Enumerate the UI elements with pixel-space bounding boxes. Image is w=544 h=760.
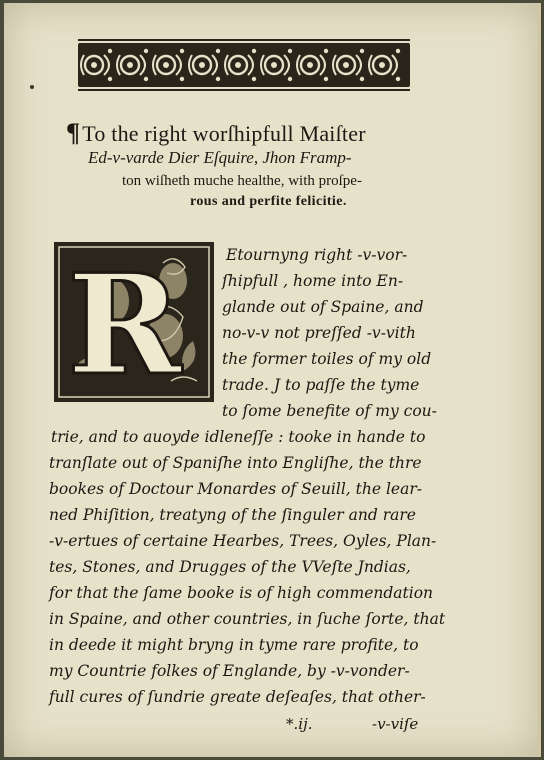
- initial-letter: R: [67, 243, 182, 403]
- body-line-13: tes, Stones, and Drugges of the VVeſte Jndias,: [49, 558, 411, 576]
- body-line-11: ned Phiſition, treatyng of the ſinguler and rare: [49, 506, 416, 524]
- body-line-12: -v-ertues of certaine Hearbes, Trees, Oyles, Plan-: [49, 532, 437, 550]
- paragraph-mark: ¶: [66, 118, 81, 147]
- body-line-8: trie, and to auoyde idleneſſe : tooke in hande to: [51, 428, 426, 446]
- body-line-2: ſhipfull , home into En-: [222, 272, 404, 290]
- title-line-4: rous and perfite felicitie.: [190, 194, 347, 209]
- body-line-9: tranſlate out of Spaniſhe into Engliſhe, the thre: [49, 454, 422, 472]
- body-line-14: for that the ſame booke is of high commendation: [49, 584, 434, 602]
- decorated-initial-R: [53, 241, 215, 403]
- catchword: -v-viſe: [372, 715, 419, 733]
- body-line-18: full cures of ſundrie greate deſeaſes, that other-: [49, 688, 426, 706]
- body-line-7: to ſome benefite of my cou-: [222, 402, 437, 420]
- book-page: [4, 3, 541, 757]
- signature-mark: *.ij.: [286, 715, 313, 733]
- body-line-10: bookes of Doctour Monardes of Seuill, the lear-: [49, 480, 422, 498]
- title-line-2: Ed-v-varde Dier Eſquire, Jhon Framp-: [88, 148, 352, 167]
- body-line-6: trade. J to paſſe the tyme: [222, 376, 420, 394]
- headpiece-ornament: [76, 37, 412, 93]
- body-line-4: no-v-v not preſſed -v-vith: [222, 324, 416, 342]
- body-line-16: in deede it might bryng in tyme rare profite, to: [49, 636, 419, 654]
- body-line-1: Etournyng right -v-vor-: [226, 246, 408, 264]
- page-title: [66, 118, 486, 148]
- margin-mark: [30, 85, 34, 89]
- body-line-3: glande out of Spaine, and: [222, 298, 424, 316]
- title-line-3: ton wiſheth muche healthe, with proſpe-: [122, 173, 362, 189]
- body-line-17: my Countrie folkes of Englande, by -v-vonder-: [49, 662, 410, 680]
- body-line-5: the former toiles of my old: [222, 350, 432, 368]
- title-line-1: To the right worſhipfull Maiſter: [82, 121, 366, 146]
- body-line-15: in Spaine, and other countries, in ſuche ſorte, that: [49, 610, 446, 628]
